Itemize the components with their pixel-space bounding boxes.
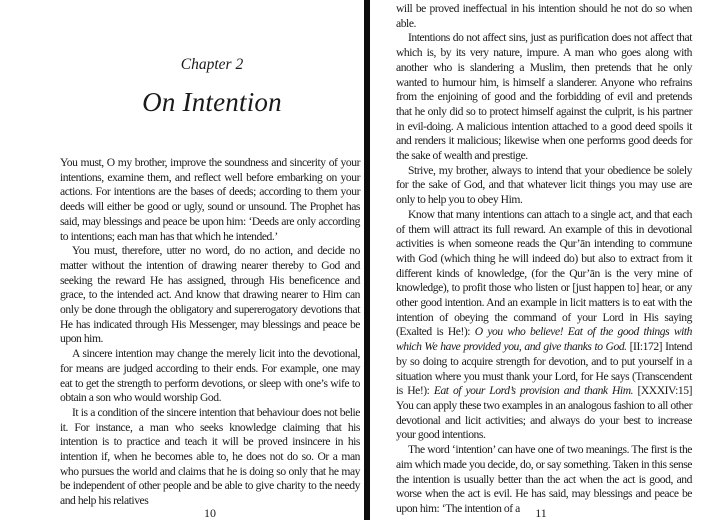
page-number: 10: [204, 506, 216, 520]
paragraph-text: [II:172] Intend by so doing to acquire strength for devotion, and to put yourself in a situation where you must thank your Lord, for He says (Transcendent is He!):: [396, 340, 692, 398]
chapter-label: Chapter 2: [180, 56, 244, 73]
paragraph: A sincere intention may change the merely licit into the devotional, for means are judged according to their ends. For example, one may eat to get the strength to perform devotions, or sleep with one’s wife to obtain a son who would worship God.: [60, 347, 360, 405]
quran-quote: O you who believe! Eat of the good things with which We have provided you, and give thanks to God.: [396, 325, 693, 354]
quran-quote: Eat of your Lord’s provision and thank Him.: [433, 384, 634, 398]
paragraph: will be proved ineffectual in his intention should he not do so when able.: [396, 2, 692, 30]
paragraph: The word ‘intention’ can have one of two meanings. The first is the aim which made you decide, do, or say something. Taken in this sense the intention is usually better than the act when the act is good, and worse when the act is evil. He has said, may blessings and peace be upon him: ‘The intention of a: [396, 443, 692, 515]
paragraph: You must, O my brother, improve the soundness and sincerity of your intentions, examine them, and reflect well before embarking on your actions. For intentions are the bases of deeds; according to them your deeds will either be good or ugly, sound or unsound. The Prophet has said, may blessings and peace be upon him: ‘Deeds are only according to intentions; each man has that which he intended.’: [60, 156, 360, 243]
paragraph: You must, therefore, utter no word, do no action, and decide no matter without the intention of drawing nearer thereby to God and seeking the reward He has assigned, through His beneficence and grace, to the intended act. And know that drawing nearer to Him can only be done through the obligatory and supererogatory devotions that He has indicated through His Messenger, may blessings and peace be upon him.: [60, 244, 360, 346]
paragraph: [396, 208, 692, 443]
paragraph-text: Know that many intentions can attach to a single act, and that each of them will attract its full reward. An example of this in devotional activities is when someone reads the Qur’ān intending to commune with God (which thing he will indeed do) but also to extract from it different kinds of knowledge, (for the Qur’ān is the very mine of knowledge), to profit those who listen or [just happen to] hear, or any other good intention. And an example in licit matters is to eat with the intention of obeying the command of your Lord in His saying (Exalted is He!):: [396, 207, 692, 339]
left-page-body: [60, 156, 360, 509]
paragraph-text: [XXXIV:15] You can apply these two examples in an analogous fashion to all other devotional and licit activities; and always do your best to increase your good intentions.: [396, 384, 692, 442]
page-number: 11: [535, 506, 547, 520]
paragraph: Strive, my brother, always to intend that your obedience be solely for the sake of God, and that whatever licit things you may use are only to help you to obey Him.: [396, 163, 692, 207]
paragraph: Intentions do not affect sins, just as purification does not affect that which is, by its very nature, impure. A man who goes along with another who is slandering a Muslim, then pretends that he only wanted to humour him, is himself a slanderer. Anyone who refrains from the enjoining of good and the forbidding of evil and pretends that he only did so to protect himself against the culprit, is his partner in evil-doing. A malicious intention attached to a good deed spoils it and renders it malicious; likewise when one performs good deeds for the sake of wealth and prestige.: [396, 31, 692, 163]
paragraph: It is a condition of the sincere intention that behaviour does not belie it. For instance, a man who seeks knowledge claiming that his intention is to practice and teach it will be proved insincere in his intention if, when he becomes able to, he does not do so. Or a man who pursues the world and claims that he is doing so only that he may be independent of other people and be able to give charity to the needy and help his relatives: [60, 405, 360, 508]
chapter-title: On Intention: [142, 87, 282, 117]
right-page-body: [396, 2, 692, 517]
right-page: [370, 0, 720, 520]
